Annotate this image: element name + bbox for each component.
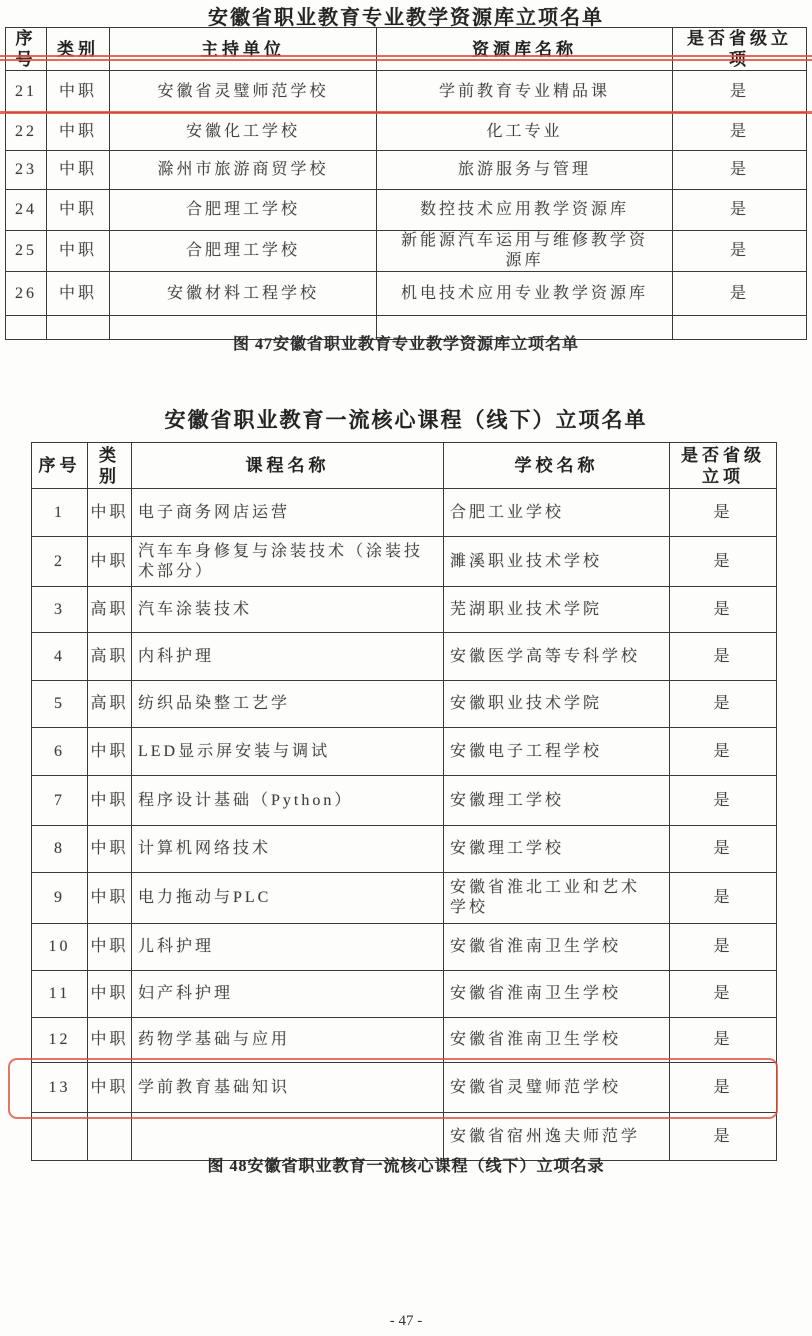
table-cell: 中职: [88, 776, 132, 826]
resource-table-title: 安徽省职业教育专业教学资源库立项名单: [208, 7, 604, 29]
table-row: [6, 272, 807, 316]
table-cell: 是: [670, 537, 777, 587]
table-cell: 6: [32, 728, 88, 776]
table-cell: 数控技术应用教学资源库: [377, 190, 673, 231]
table-cell: 中职: [47, 151, 110, 190]
table-cell: 安徽理工学校: [444, 826, 670, 873]
table-cell: 安徽省淮南卫生学校: [444, 1018, 670, 1063]
column-header: 类别: [88, 443, 132, 489]
table-cell: 安徽电子工程学校: [444, 728, 670, 776]
table-cell: 安徽省淮南卫生学校: [444, 971, 670, 1018]
table-cell: 24: [6, 190, 47, 231]
table-cell: 儿科护理: [132, 924, 444, 971]
table-cell: 安徽省淮南卫生学校: [444, 924, 670, 971]
table-cell: 中职: [88, 971, 132, 1018]
table-row: [32, 633, 777, 681]
table-cell: 中职: [88, 489, 132, 537]
table-cell: 13: [32, 1063, 88, 1113]
page-number: - 47 -: [389, 1313, 423, 1329]
table-cell: 电力拖动与PLC: [132, 873, 444, 924]
table-cell: 机电技术应用专业教学资源库: [377, 272, 673, 316]
course-table-container: [31, 442, 779, 1145]
table-header-row: [6, 28, 807, 71]
table-cell: 汽车涂装技术: [132, 587, 444, 633]
table-cell: 8: [32, 826, 88, 873]
red-annotation-double-line: [0, 55, 812, 61]
table-cell: 是: [670, 924, 777, 971]
table-cell: 芜湖职业技术学院: [444, 587, 670, 633]
table-row: [32, 971, 777, 1018]
table-cell: 学前教育专业精品课: [377, 71, 673, 113]
table-cell: 程序设计基础（Python）: [132, 776, 444, 826]
table-cell: 安徽化工学校: [110, 113, 377, 151]
table-cell: 是: [670, 1018, 777, 1063]
table-cell: 汽车车身修复与涂装技术（涂装技术部分）: [132, 537, 444, 587]
table-cell: 新能源汽车运用与维修教学资源库: [377, 231, 673, 272]
table-cell: 妇产科护理: [132, 971, 444, 1018]
column-header: 课程名称: [132, 443, 444, 489]
table-cell: 21: [6, 71, 47, 113]
table-cell: 中职: [47, 231, 110, 272]
table-cell: 是: [670, 1113, 777, 1161]
figure-48-caption: 图 48安徽省职业教育一流核心课程（线下）立项名录: [207, 1158, 605, 1175]
table-cell: 25: [6, 231, 47, 272]
table-row: [32, 587, 777, 633]
table-cell: 12: [32, 1018, 88, 1063]
table-row: [32, 776, 777, 826]
table-row: [32, 873, 777, 924]
table-cell: 5: [32, 681, 88, 728]
table-cell: 中职: [88, 728, 132, 776]
table-cell: 是: [673, 190, 807, 231]
table-row: [6, 231, 807, 272]
table-cell: 药物学基础与应用: [132, 1018, 444, 1063]
table-cell: 中职: [47, 272, 110, 316]
table-cell: 是: [670, 826, 777, 873]
figure-47-caption: 图 47安徽省职业教育专业教学资源库立项名单: [232, 336, 579, 353]
table-cell: 26: [6, 272, 47, 316]
table-cell: LED显示屏安装与调试: [132, 728, 444, 776]
red-annotation-line: [0, 111, 812, 114]
table-cell: 4: [32, 633, 88, 681]
table-cell: 安徽材料工程学校: [110, 272, 377, 316]
column-header: 序号: [6, 28, 47, 71]
table-cell: 学前教育基础知识: [132, 1063, 444, 1113]
table-cell: 是: [673, 71, 807, 113]
table-cell: 中职: [88, 1063, 132, 1113]
table-cell: 1: [32, 489, 88, 537]
course-table-header: [32, 443, 777, 489]
table-cell: 是: [670, 681, 777, 728]
table-cell: 中职: [88, 1018, 132, 1063]
table-cell: 中职: [88, 537, 132, 587]
table-cell: 合肥理工学校: [110, 231, 377, 272]
table-cell: 安徽职业技术学院: [444, 681, 670, 728]
column-header: 主持单位: [110, 28, 377, 71]
core-course-table: [31, 442, 777, 1161]
table-row: [32, 826, 777, 873]
table-row: [6, 151, 807, 190]
column-header: 学校名称: [444, 443, 670, 489]
table-cell: 安徽医学高等专科学校: [444, 633, 670, 681]
table-cell: 是: [673, 231, 807, 272]
resource-table-container: [5, 27, 809, 315]
table-cell: 中职: [88, 924, 132, 971]
table-row: [32, 1018, 777, 1063]
table-cell: 安徽省宿州逸夫师范学: [444, 1113, 670, 1161]
table-cell: 中职: [47, 113, 110, 151]
table-cell: 内科护理: [132, 633, 444, 681]
table-row: [32, 924, 777, 971]
table-cell: 23: [6, 151, 47, 190]
table-cell: 计算机网络技术: [132, 826, 444, 873]
table-cell: 中职: [47, 190, 110, 231]
table-cell: 是: [670, 489, 777, 537]
table-cell: 合肥理工学校: [110, 190, 377, 231]
table-cell: 是: [670, 587, 777, 633]
table-row: [32, 537, 777, 587]
table-cell: 7: [32, 776, 88, 826]
red-highlight-box: [8, 1058, 778, 1119]
table-cell: 11: [32, 971, 88, 1018]
table-cell: 电子商务网店运营: [132, 489, 444, 537]
table-cell: 合肥工业学校: [444, 489, 670, 537]
table-row: [32, 681, 777, 728]
table-cell: 是: [673, 272, 807, 316]
table-row: [6, 71, 807, 113]
table-cell: 是: [670, 728, 777, 776]
column-header: 资源库名称: [377, 28, 673, 71]
table-header-row: [32, 443, 777, 489]
table-cell: 濉溪职业技术学校: [444, 537, 670, 587]
table-cell: 安徽省灵璧师范学校: [444, 1063, 670, 1113]
table-cell: 中职: [88, 826, 132, 873]
table-cell: 是: [670, 873, 777, 924]
table-cell: 中职: [88, 873, 132, 924]
table-cell: 10: [32, 924, 88, 971]
table-cell: 纺织品染整工艺学: [132, 681, 444, 728]
table-row: [6, 190, 807, 231]
course-table-title: 安徽省职业教育一流核心课程（线下）立项名单: [164, 408, 648, 432]
column-header: 类别: [47, 28, 110, 71]
table-cell: 3: [32, 587, 88, 633]
table-cell: 高职: [88, 633, 132, 681]
table-cell: 是: [670, 633, 777, 681]
table-cell: 旅游服务与管理: [377, 151, 673, 190]
table-row: [32, 728, 777, 776]
resource-table-body: [6, 71, 807, 316]
table-row: [32, 489, 777, 537]
column-header: 是否省级立项: [673, 28, 807, 71]
resource-table-header: [6, 28, 807, 71]
table-cell: 是: [670, 971, 777, 1018]
table-cell: 安徽省灵璧师范学校: [110, 71, 377, 113]
table-cell: 22: [6, 113, 47, 151]
table-cell: 是: [673, 151, 807, 190]
resource-library-table: [5, 27, 807, 340]
table-cell: 是: [670, 1063, 777, 1113]
table-cell: 是: [670, 776, 777, 826]
table-cell: 中职: [47, 71, 110, 113]
table-cell: 是: [673, 113, 807, 151]
table-row: [6, 113, 807, 151]
table-cell: 2: [32, 537, 88, 587]
course-table-body: [32, 489, 777, 1113]
table-cell: 安徽理工学校: [444, 776, 670, 826]
table-cell: 高职: [88, 681, 132, 728]
column-header: 序号: [32, 443, 88, 489]
table-cell: 滁州市旅游商贸学校: [110, 151, 377, 190]
table-cell: 9: [32, 873, 88, 924]
column-header: 是否省级立项: [670, 443, 777, 489]
table-cell: 安徽省淮北工业和艺术学校: [444, 873, 670, 924]
table-cell: 化工专业: [377, 113, 673, 151]
table-cell: 高职: [88, 587, 132, 633]
